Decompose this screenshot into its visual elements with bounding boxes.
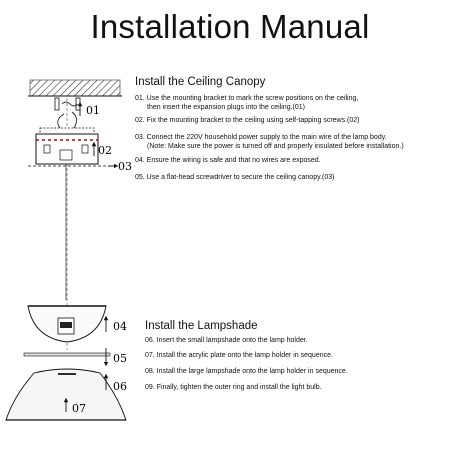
step-03-line2: (Note: Make sure the power is turned off and properly insulated before installation.): [147, 142, 404, 150]
marker-05: [106, 348, 127, 365]
marker-03-label: 03: [118, 160, 132, 173]
marker-04: [106, 318, 127, 333]
marker-01-label: 01: [86, 104, 100, 117]
step-05-line1: 05. Use a flat-head screwdriver to secure the ceiling canopy.(03): [135, 174, 335, 181]
step-07-line1: 07. Install the acrylic plate onto the lamp holder in sequence.: [145, 352, 333, 359]
marker-02-label: 02: [98, 144, 112, 157]
section-heading-canopy: Install the Ceiling Canopy: [135, 76, 266, 88]
step-01-line1: 01. Use the mounting bracket to mark the screw positions on the ceiling,: [135, 95, 359, 102]
step-01-line2: then insert the expansion plugs into the ceiling.(01): [147, 103, 305, 111]
large-lampshade: [6, 369, 126, 420]
step-04-line1: 04. Ensure the wiring is safe and that no wires are exposed.: [135, 157, 321, 164]
ceiling: [30, 80, 120, 96]
ceiling-canopy: [36, 134, 98, 164]
marker-01: [80, 104, 100, 117]
expansion-plugs: [55, 98, 80, 110]
step-09-line1: 09. Finally, tighten the outer ring and install the light bulb.: [145, 384, 322, 391]
small-lampshade: [28, 306, 106, 342]
mounting-bracket: [40, 128, 94, 134]
step-06-line1: 06. Insert the small lampshade onto the lamp holder.: [145, 337, 308, 344]
marker-04-label: 04: [113, 320, 127, 333]
acrylic-plate: [24, 353, 110, 356]
marker-07-label: 07: [72, 402, 86, 415]
step-03-line1: 03. Connect the 220V household power supply to the main wire of the lamp body.: [135, 134, 387, 141]
marker-05-label: 05: [113, 352, 127, 365]
marker-06-label: 06: [113, 380, 127, 393]
page-title: Installation Manual: [90, 8, 370, 45]
step-08-line1: 08. Install the large lampshade onto the lamp holder in sequence.: [145, 368, 348, 375]
section-heading-lampshade: Install the Lampshade: [145, 320, 258, 332]
step-02-line1: 02. Fix the mounting bracket to the ceiling using self-tapping screws.(02): [135, 117, 360, 124]
